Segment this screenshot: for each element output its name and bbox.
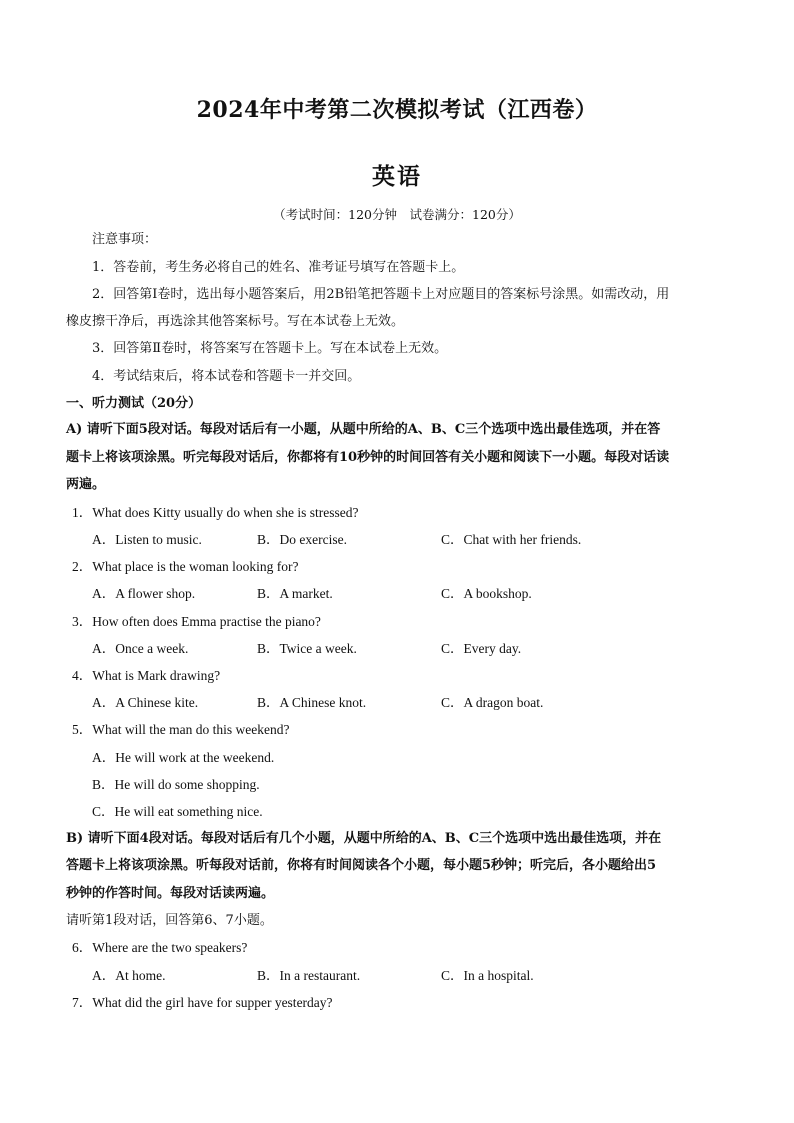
part-b-instruction: 秒钟的作答时间。每段对话读两遍。 [66, 886, 275, 901]
note-item: 4．考试结束后，将本试卷和答题卡一并交回。 [92, 369, 361, 384]
question-stem: 6．Where are the two speakers? [72, 940, 248, 955]
part-b-instruction: B) 请听下面4段对话。每段对话后有几个小题，从题中所给的A、B、C三个选项中选出最佳选项，并在 [66, 831, 662, 846]
option-a: A．At home. [92, 968, 166, 983]
option-c: C．He will eat something nice. [92, 804, 263, 819]
section-heading: 一、听力测试（20分） [66, 396, 202, 411]
question-stem: 3．How often does Emma practise the piano? [72, 614, 321, 629]
question-stem: 5．What will the man do this weekend? [72, 722, 290, 737]
part-a-instruction: 两遍。 [66, 477, 106, 492]
question-stem: 4．What is Mark drawing? [72, 668, 221, 683]
option-b: B．A market. [257, 586, 333, 601]
option-c: C．Chat with her friends. [441, 532, 582, 547]
note-item: 橡皮擦干净后，再选涂其他答案标号。写在本试卷上无效。 [66, 314, 405, 329]
question-stem: 1．What does Kitty usually do when she is stressed? [72, 505, 359, 520]
note-item: 1．答卷前，考生务必将自己的姓名、准考证号填写在答题卡上。 [92, 260, 465, 275]
question-stem: 2．What place is the woman looking for? [72, 559, 299, 574]
option-b: B．In a restaurant. [257, 968, 361, 983]
part-a-instruction: A) 请听下面5段对话。每段对话后有一小题，从题中所给的A、B、C三个选项中选出最佳选项，并在答 [66, 422, 661, 437]
part-a-instruction: 题卡上将该项涂黑。听完每段对话后，你都将有10秒钟的时间回答有关小题和阅读下一小题。每段对话读 [66, 450, 670, 465]
option-c: C．A dragon boat. [441, 695, 544, 710]
option-b: B．He will do some shopping. [92, 777, 260, 792]
exam-meta: （考试时间：120分钟 试卷满分：120分） [273, 207, 521, 222]
option-b: B．Twice a week. [257, 641, 357, 656]
option-c: C．In a hospital. [441, 968, 534, 983]
option-a: A．A Chinese kite. [92, 695, 199, 710]
note-item: 3．回答第Ⅱ卷时，将答案写在答题卡上。写在本试卷上无效。 [92, 341, 448, 356]
option-a: A．He will work at the weekend. [92, 750, 275, 765]
option-a: A．Listen to music. [92, 532, 202, 547]
option-b: B．A Chinese knot. [257, 695, 367, 710]
dialog-intro: 请听第1段对话，回答第6、7小题。 [66, 913, 273, 928]
option-c: C．Every day. [441, 641, 522, 656]
part-b-instruction: 答题卡上将该项涂黑。听每段对话前，你将有时间阅读各个小题，每小题5秒钟；听完后，各小题给出5 [66, 858, 657, 873]
option-a: A．A flower shop. [92, 586, 196, 601]
page-title: 2024年中考第二次模拟考试（江西卷） [196, 97, 598, 123]
option-a: A．Once a week. [92, 641, 189, 656]
question-stem: 7．What did the girl have for supper yesterday? [72, 995, 333, 1010]
notes-heading: 注意事项： [92, 232, 158, 247]
option-b: B．Do exercise. [257, 532, 347, 547]
option-c: C．A bookshop. [441, 586, 532, 601]
subject-title: 英语 [372, 163, 422, 190]
note-item: 2．回答第Ⅰ卷时，选出每小题答案后，用2B铅笔把答题卡上对应题目的答案标号涂黑。如需改动，用 [92, 287, 670, 302]
